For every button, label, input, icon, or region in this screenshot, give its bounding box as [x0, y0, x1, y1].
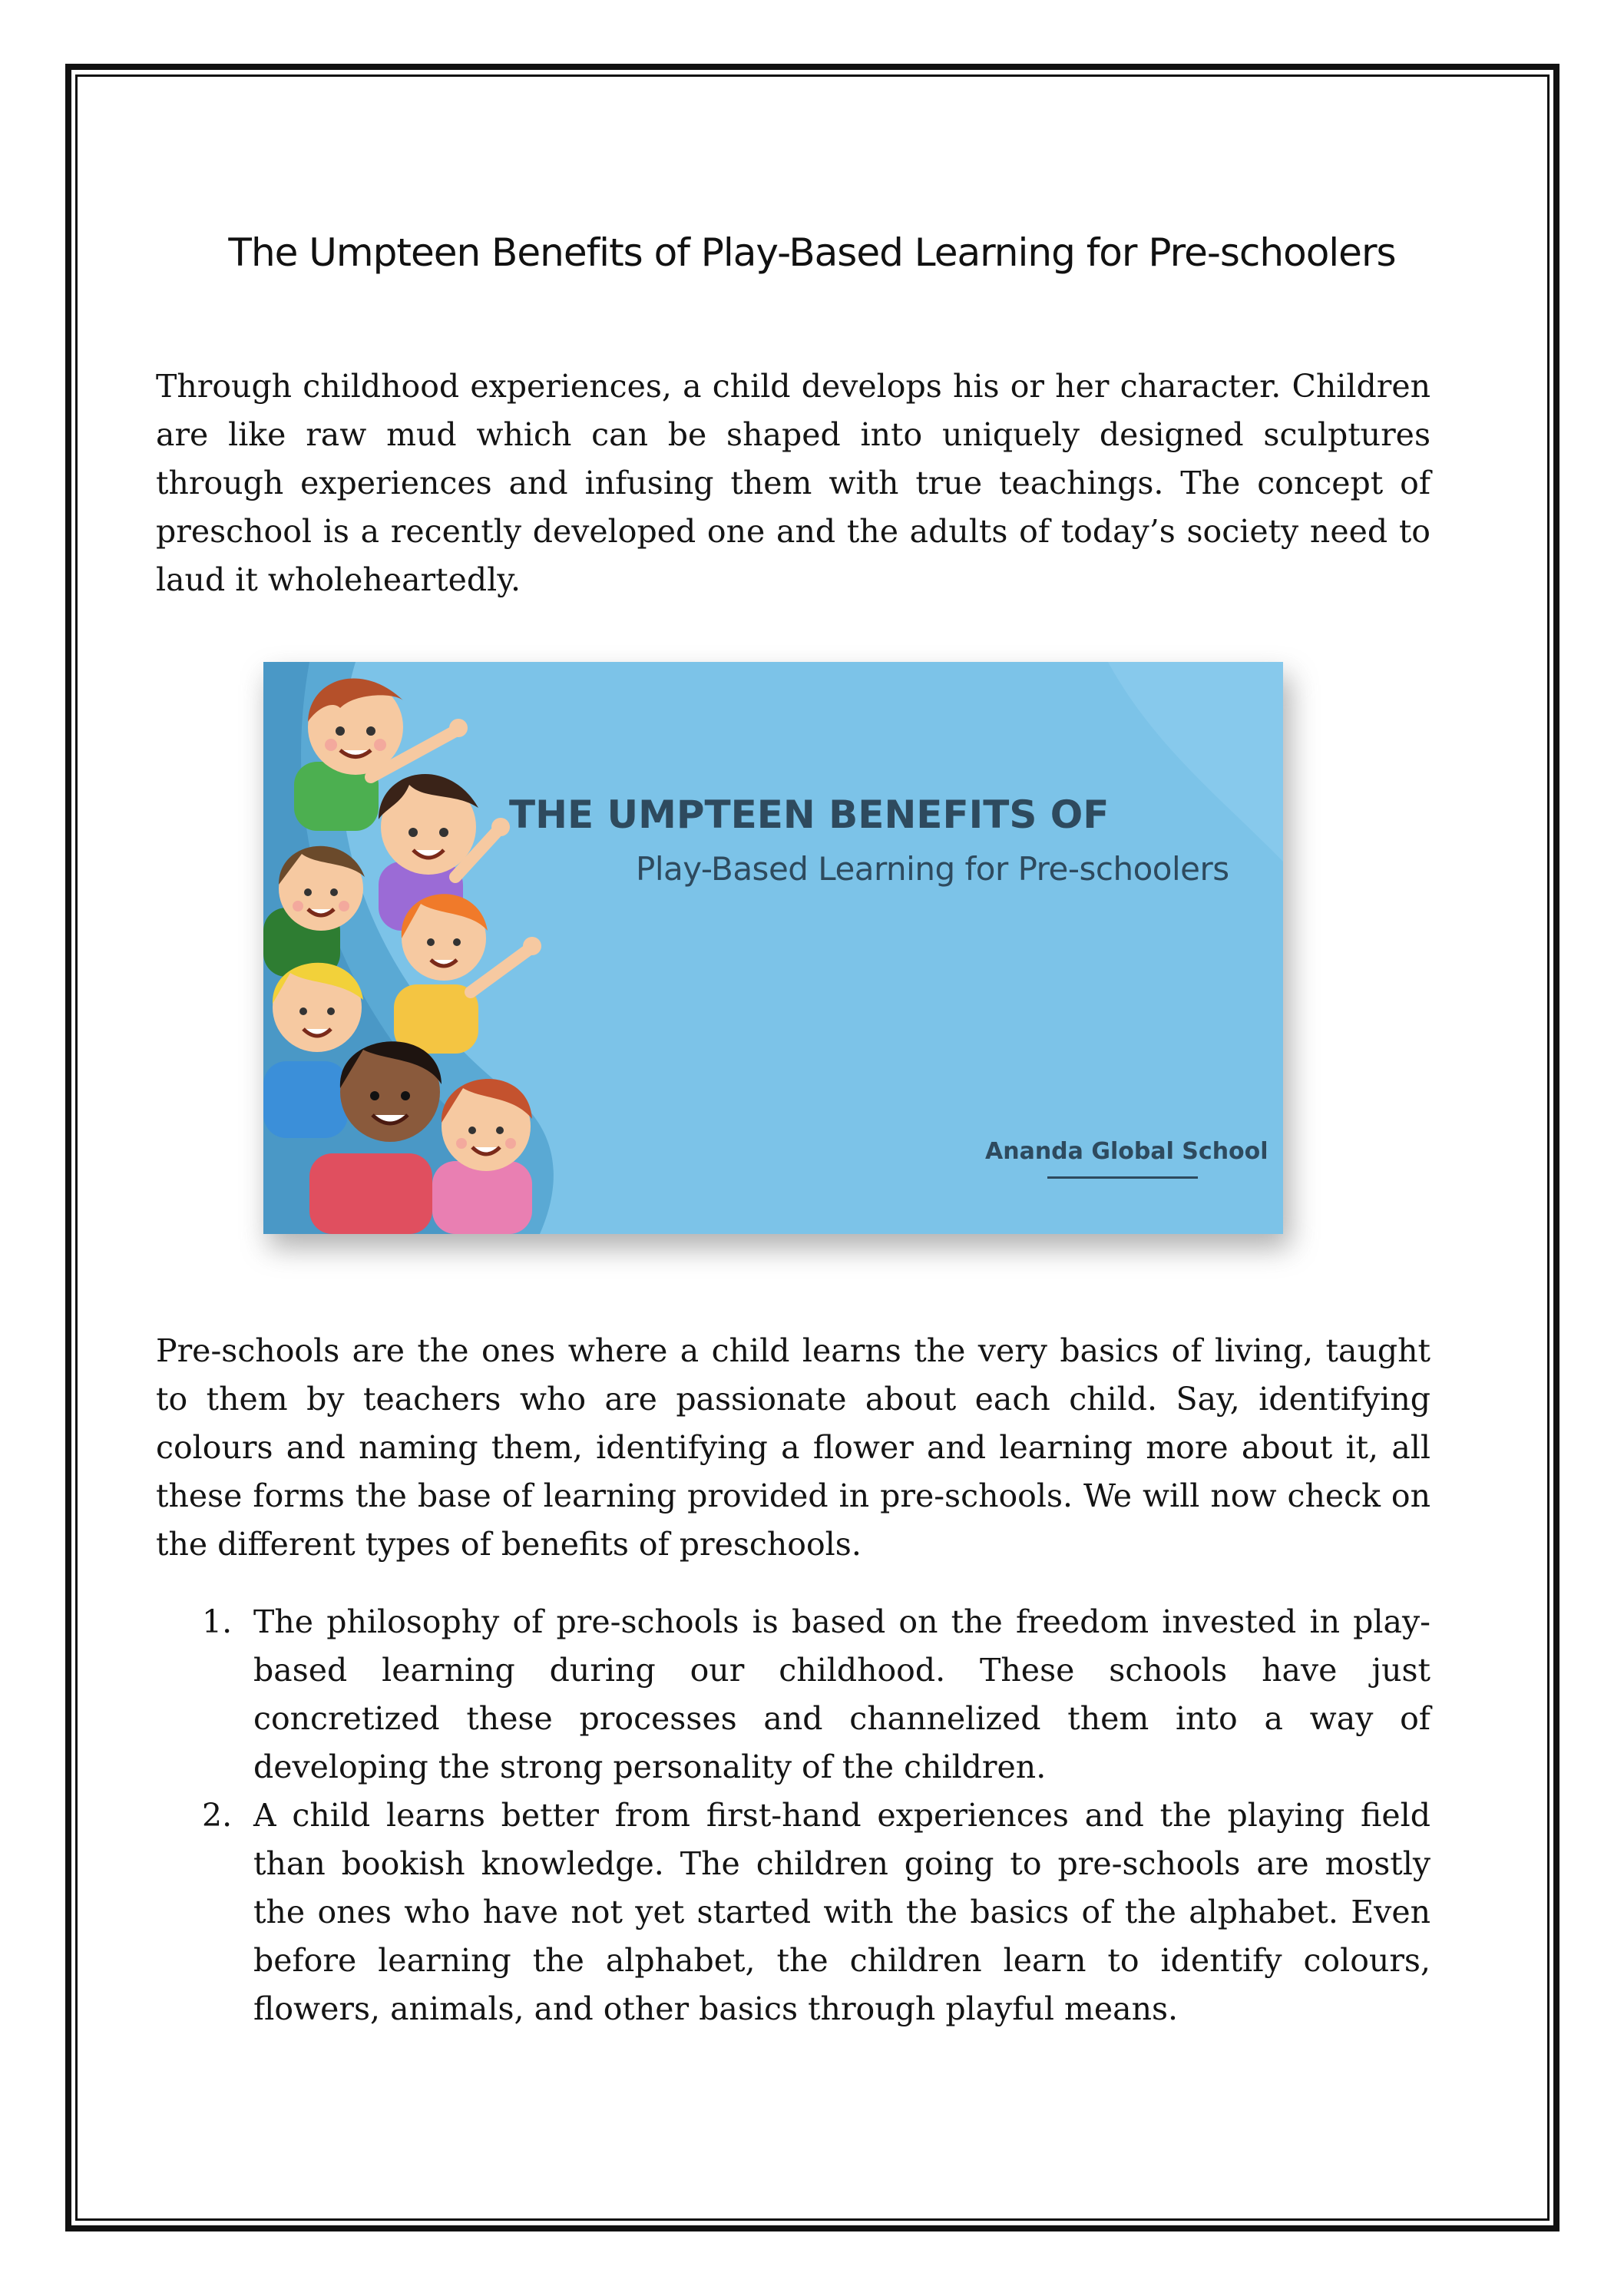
document-title: The Umpteen Benefits of Play-Based Learning for Pre-schoolers [228, 230, 1396, 275]
list-item [156, 1598, 1431, 1791]
brand-underline [1047, 1176, 1198, 1179]
list-item-text: The philosophy of pre-schools is based on the freedom invested in play-based learning during our childhood. These schools have just concretized these processes and channelized them into a way of developing the strong personality of the children. [253, 1603, 1431, 1785]
list-item-number: 2. [202, 1797, 233, 1834]
banner-title-line1: THE UMPTEEN BENEFITS OF [509, 792, 1110, 837]
list-item-text: A child learns better from first-hand experiences and the playing field than bookish knowledge. The children going to pre-schools are mostly the ones who have not yet started with the basics of the alphabet. Even before learning the alphabet, the children learn to identify colours, flowers, animals, and other basics through playful means. [253, 1797, 1431, 2027]
list-item [156, 1791, 1431, 2033]
banner-brand: Ananda Global School [985, 1138, 1268, 1165]
body-paragraph-2: Pre-schools are the ones where a child learns the very basics of living, taught to them by teachers who are passionate about each child. Say, identifying colours and naming them, identifying a flower and learning more about it, all these forms the base of learning provided in pre-schools. We will now check on the different types of benefits of preschools. [156, 1332, 1431, 1563]
banner-image [263, 662, 1283, 1234]
intro-paragraph: Through childhood experiences, a child develops his or her character. Children are like raw mud which can be shaped into uniquely designed sculptures through experiences and infusing them with true teachings. The concept of preschool is a recently developed one and the adults of today’s society need to laud it wholeheartedly. [156, 368, 1431, 598]
banner-title-line2: Play-Based Learning for Pre-schoolers [636, 850, 1229, 888]
list-item-number: 1. [202, 1603, 233, 1640]
benefits-list [156, 1598, 1431, 2033]
